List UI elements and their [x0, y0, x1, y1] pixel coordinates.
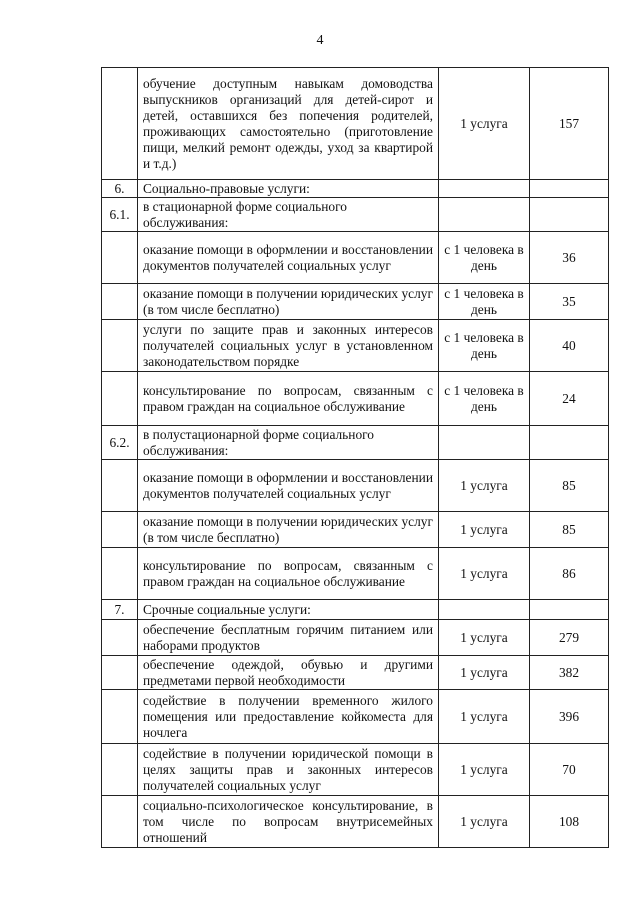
service-unit-cell: с 1 человека в день: [439, 320, 530, 372]
service-description-cell: оказание помощи в получении юридических услуг (в том числе бесплатно): [138, 284, 439, 320]
services-table-body: [102, 68, 609, 848]
row-number-cell: [102, 512, 138, 548]
services-table: [101, 67, 609, 848]
service-description-cell: оказание помощи в оформлении и восстановлении документов получателей социальных услуг: [138, 460, 439, 512]
service-description-cell: в полустационарной форме социального обслуживания:: [138, 426, 439, 460]
service-price-cell: 40: [530, 320, 609, 372]
service-unit-cell: 1 услуга: [439, 512, 530, 548]
service-unit-cell: с 1 человека в день: [439, 284, 530, 320]
service-price-cell: [530, 180, 609, 198]
service-description-cell: Срочные социальные услуги:: [138, 600, 439, 620]
row-number-cell: [102, 372, 138, 426]
service-unit-cell: с 1 человека в день: [439, 232, 530, 284]
row-number-cell: 6.1.: [102, 198, 138, 232]
service-unit-cell: с 1 человека в день: [439, 372, 530, 426]
service-unit-cell: 1 услуга: [439, 620, 530, 656]
table-row: [102, 68, 609, 180]
row-number-cell: [102, 232, 138, 284]
page-number: 4: [316, 33, 324, 48]
service-price-cell: 86: [530, 548, 609, 600]
row-number-cell: [102, 656, 138, 690]
service-price-cell: 36: [530, 232, 609, 284]
service-description-cell: в стационарной форме социального обслуживания:: [138, 198, 439, 232]
service-unit-cell: 1 услуга: [439, 68, 530, 180]
service-description-cell: услуги по защите прав и законных интересов получателей социальных услуг в установленном законодательством порядке: [138, 320, 439, 372]
row-number-cell: [102, 690, 138, 744]
row-number-cell: [102, 460, 138, 512]
service-price-cell: [530, 198, 609, 232]
service-unit-cell: 1 услуга: [439, 744, 530, 796]
service-price-cell: 85: [530, 512, 609, 548]
row-number-cell: [102, 284, 138, 320]
table-row: [102, 372, 609, 426]
table-row: [102, 620, 609, 656]
service-unit-cell: [439, 198, 530, 232]
row-number-cell: 6.2.: [102, 426, 138, 460]
service-description-cell: обеспечение одеждой, обувью и другими предметами первой необходимости: [138, 656, 439, 690]
row-number-cell: [102, 548, 138, 600]
service-description-cell: консультирование по вопросам, связанным с правом граждан на социальное обслуживание: [138, 372, 439, 426]
service-description-cell: консультирование по вопросам, связанным с правом граждан на социальное обслуживание: [138, 548, 439, 600]
table-row: [102, 744, 609, 796]
service-price-cell: [530, 600, 609, 620]
row-number-cell: [102, 796, 138, 848]
service-price-cell: 24: [530, 372, 609, 426]
service-unit-cell: 1 услуга: [439, 548, 530, 600]
row-number-cell: 6.: [102, 180, 138, 198]
table-row: [102, 600, 609, 620]
service-price-cell: 70: [530, 744, 609, 796]
table-row: [102, 690, 609, 744]
service-price-cell: [530, 426, 609, 460]
table-row: [102, 284, 609, 320]
service-unit-cell: 1 услуга: [439, 656, 530, 690]
table-row: [102, 426, 609, 460]
service-description-cell: содействие в получении временного жилого помещения или предоставление койкоместа для ночлега: [138, 690, 439, 744]
service-unit-cell: [439, 426, 530, 460]
table-row: [102, 512, 609, 548]
row-number-cell: [102, 620, 138, 656]
row-number-cell: [102, 68, 138, 180]
row-number-cell: [102, 744, 138, 796]
table-row: [102, 460, 609, 512]
table-row: [102, 656, 609, 690]
service-price-cell: 382: [530, 656, 609, 690]
table-row: [102, 198, 609, 232]
service-description-cell: обучение доступным навыкам домоводства выпускников организаций для детей-сирот и детей, оставшихся без попечения родителей, проживающих самостоятельно (приготовление пищи, мелкий ремонт одежды, уход за квартирой и т.д.): [138, 68, 439, 180]
table-row: [102, 548, 609, 600]
service-unit-cell: [439, 180, 530, 198]
service-description-cell: Социально-правовые услуги:: [138, 180, 439, 198]
service-price-cell: 85: [530, 460, 609, 512]
service-unit-cell: 1 услуга: [439, 460, 530, 512]
table-row: [102, 796, 609, 848]
service-description-cell: оказание помощи в оформлении и восстановлении документов получателей социальных услуг: [138, 232, 439, 284]
service-price-cell: 279: [530, 620, 609, 656]
service-description-cell: социально-психологическое консультирование, в том числе по вопросам внутрисемейных отношений: [138, 796, 439, 848]
table-row: [102, 180, 609, 198]
service-description-cell: обеспечение бесплатным горячим питанием или наборами продуктов: [138, 620, 439, 656]
service-price-cell: 396: [530, 690, 609, 744]
service-description-cell: оказание помощи в получении юридических услуг (в том числе бесплатно): [138, 512, 439, 548]
service-unit-cell: [439, 600, 530, 620]
table-row: [102, 320, 609, 372]
table-row: [102, 232, 609, 284]
service-price-cell: 35: [530, 284, 609, 320]
service-description-cell: содействие в получении юридической помощи в целях защиты прав и законных интересов получателей социальных услуг: [138, 744, 439, 796]
service-price-cell: 157: [530, 68, 609, 180]
service-unit-cell: 1 услуга: [439, 796, 530, 848]
row-number-cell: [102, 320, 138, 372]
service-unit-cell: 1 услуга: [439, 690, 530, 744]
service-price-cell: 108: [530, 796, 609, 848]
row-number-cell: 7.: [102, 600, 138, 620]
